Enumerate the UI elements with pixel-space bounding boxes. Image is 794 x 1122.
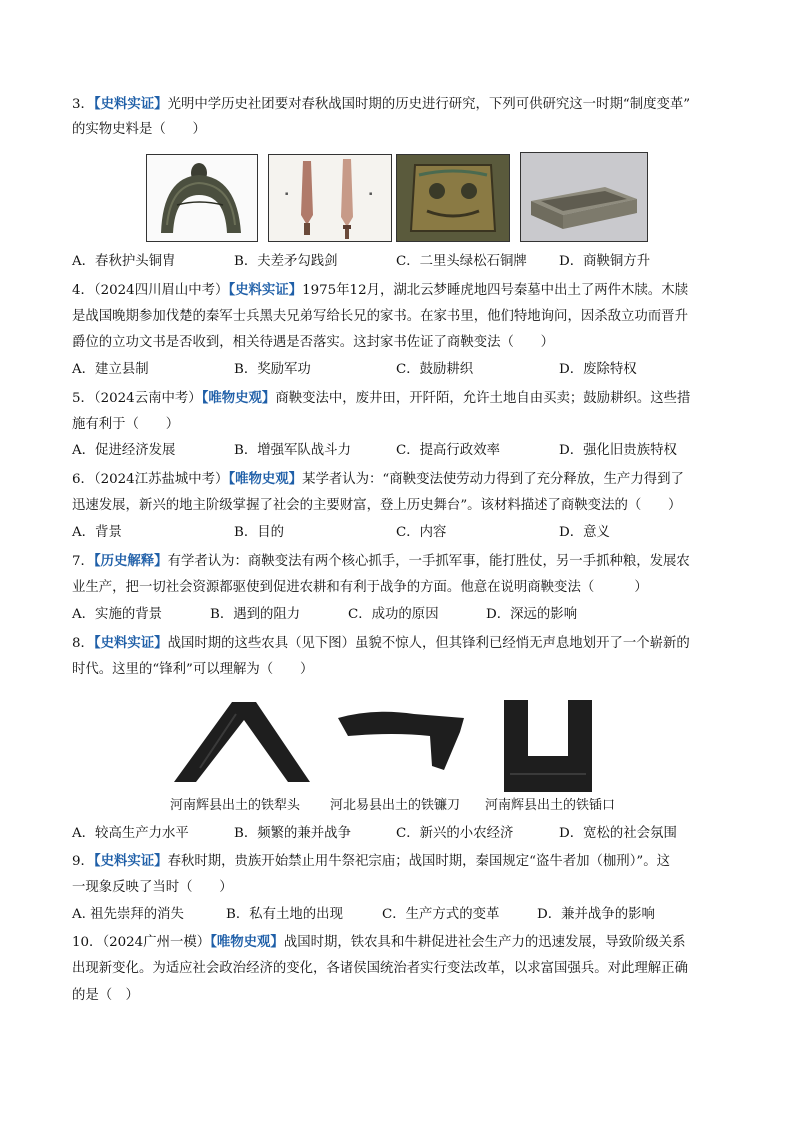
q7-number: 7． — [72, 554, 94, 569]
q4-option-a[interactable]: A．建立县制 — [72, 362, 149, 377]
q6-line2: 迅速发展，新兴的地主阶级掌握了社会的主要财富，登上历史舞台”。该材料描述了商鞅变法的（ ） — [72, 498, 682, 513]
q3-option-b[interactable]: B．夫差矛勾践剑 — [234, 254, 338, 269]
q9-option-a[interactable]: A. 祖先崇拜的消失 — [72, 907, 184, 922]
svg-text:▪: ▪ — [285, 191, 289, 197]
q6-option-a[interactable]: A．背景 — [72, 525, 122, 540]
q5-option-c[interactable]: C．提高行政效率 — [396, 443, 500, 458]
q3-text-1: 光明中学历史社团要对春秋战国时期的历史进行研究，下列可供研究这一时期“制度变革” — [167, 97, 691, 112]
q10-source: （2024广州一模） — [102, 935, 211, 950]
q7-tag: 【历史解释】 — [93, 553, 168, 569]
q3-option-c[interactable]: C．二里头绿松石铜牌 — [396, 254, 527, 269]
q8-option-a[interactable]: A．较高生产力水平 — [72, 826, 189, 841]
iron-plow-photo — [170, 698, 314, 788]
q3-option-a[interactable]: A．春秋护头铜胄 — [72, 254, 176, 269]
q3-line2: 的实物史料是（ ） — [72, 122, 206, 137]
q10-number: 10． — [72, 935, 103, 950]
q10-line3: 的是（ ） — [72, 988, 139, 1003]
q10-line1 — [72, 932, 686, 953]
q5-option-a[interactable]: A．促进经济发展 — [72, 443, 176, 458]
spade-caption: 河南辉县出土的铁锸口 — [485, 798, 616, 813]
q6-option-d[interactable]: D．意义 — [559, 525, 610, 540]
q5-line1 — [72, 388, 690, 409]
svg-text:▪: ▪ — [369, 191, 373, 197]
q4-tag: 【史料实证】 — [228, 282, 303, 298]
q5-number: 5． — [72, 391, 94, 406]
q9-tag: 【史料实证】 — [93, 853, 168, 869]
plow-caption: 河南辉县出土的铁犁头 — [170, 798, 301, 813]
q3-option-d[interactable]: D．商鞅铜方升 — [559, 254, 651, 269]
helmet-photo — [146, 154, 258, 242]
q6-source: （2024江苏盐城中考） — [93, 472, 229, 487]
q8-option-c[interactable]: C．新兴的小农经济 — [396, 826, 514, 841]
sickle-caption: 河北易县出土的铁镰刀 — [330, 798, 461, 813]
q5-option-d[interactable]: D．强化旧贵族特权 — [559, 443, 677, 458]
square-vessel-photo — [520, 152, 648, 242]
bronze-plaque-photo — [396, 154, 510, 242]
q8-line2: 时代。这里的“锋利”可以理解为（ ） — [72, 662, 314, 677]
q4-option-d[interactable]: D．废除特权 — [559, 362, 637, 377]
q3-number: 3． — [72, 97, 94, 112]
q8-option-b[interactable]: B．频繁的兼并战争 — [234, 826, 351, 841]
q7-option-d[interactable]: D．深远的影响 — [486, 607, 578, 622]
q3-tag: 【史料实证】 — [93, 96, 168, 112]
q6-text-1: 某学者认为：“商鞅变法使劳动力得到了充分释放，生产力得到了 — [302, 472, 684, 487]
q5-line2: 施有利于（ ） — [72, 417, 180, 432]
q9-option-b[interactable]: B．私有土地的出现 — [226, 907, 343, 922]
q9-line2: 一现象反映了当时（ ） — [72, 880, 233, 895]
q6-number: 6． — [72, 472, 94, 487]
sword-photo — [268, 154, 392, 242]
q4-option-c[interactable]: C．鼓励耕织 — [396, 362, 474, 377]
q10-line2: 出现新变化。为适应社会政治经济的变化，各诸侯国统治者实行变法改革，以求富国强兵。对此理解正确 — [72, 961, 688, 976]
q4-text-1: 1975年12月，湖北云梦睡虎地四号秦墓中出土了两件木牍。木牍 — [302, 283, 688, 298]
q5-text-1: 商鞅变法中，废井田，开阡陌，允许土地自由买卖；鼓励耕织。这些措 — [275, 391, 691, 406]
q6-option-c[interactable]: C．内容 — [396, 525, 447, 540]
q4-line2: 是战国晚期参加伐楚的秦军士兵黑夫兄弟写给长兄的家书。在家书里，他们特地询问，因杀敌立功而晋升 — [72, 309, 688, 324]
q4-source: （2024四川眉山中考） — [93, 283, 229, 298]
q10-text-1: 战国时期，铁农具和牛耕促进社会生产力的迅速发展，导致阶级关系 — [283, 935, 686, 950]
q7-option-a[interactable]: A．实施的背景 — [72, 607, 163, 622]
q6-tag: 【唯物史观】 — [228, 471, 303, 487]
q7-text-1: 有学者认为：商鞅变法有两个核心抓手，一手抓军事，能打胜仗，另一手抓种粮，发展农 — [167, 554, 690, 569]
q4-option-b[interactable]: B．奖励军功 — [234, 362, 311, 377]
q7-line2: 业生产，把一切社会资源都驱使到促进农耕和有利于战争的方面。他意在说明商鞅变法（ ） — [72, 580, 648, 595]
q9-option-d[interactable]: D．兼并战争的影响 — [537, 907, 655, 922]
q9-text-1: 春秋时期，贵族开始禁止用牛祭祀宗庙；战国时期，秦国规定“盗牛者加（枷刑）”。这 — [167, 854, 671, 869]
q5-tag: 【唯物史观】 — [201, 390, 276, 406]
iron-sickle-photo — [334, 706, 470, 776]
q10-tag: 【唯物史观】 — [210, 934, 284, 950]
q6-line1 — [72, 469, 684, 490]
q7-option-b[interactable]: B．遇到的阻力 — [210, 607, 301, 622]
q4-line3: 爵位的立功文书是否收到，相关待遇是否落实。这封家书佐证了商鞅变法（ ） — [72, 335, 555, 350]
q8-option-d[interactable]: D．宽松的社会氛围 — [559, 826, 677, 841]
q8-tag: 【史料实证】 — [93, 635, 168, 651]
q4-line1 — [72, 280, 688, 301]
q9-line1 — [72, 851, 670, 872]
q9-option-c[interactable]: C．生产方式的变革 — [382, 907, 500, 922]
q3-line1 — [72, 94, 690, 115]
q7-option-c[interactable]: C．成功的原因 — [348, 607, 439, 622]
q8-line1 — [72, 633, 690, 654]
q6-option-b[interactable]: B．目的 — [234, 525, 285, 540]
q5-source: （2024云南中考） — [93, 391, 202, 406]
q8-number: 8． — [72, 636, 94, 651]
q5-option-b[interactable]: B．增强军队战斗力 — [234, 443, 351, 458]
q7-line1 — [72, 551, 690, 572]
q4-number: 4． — [72, 283, 94, 298]
iron-spade-photo — [500, 694, 596, 798]
q9-number: 9． — [72, 854, 94, 869]
q8-text-1: 战国时期的这些农具（见下图）虽貌不惊人，但其锋利已经悄无声息地划开了一个崭新的 — [167, 636, 690, 651]
